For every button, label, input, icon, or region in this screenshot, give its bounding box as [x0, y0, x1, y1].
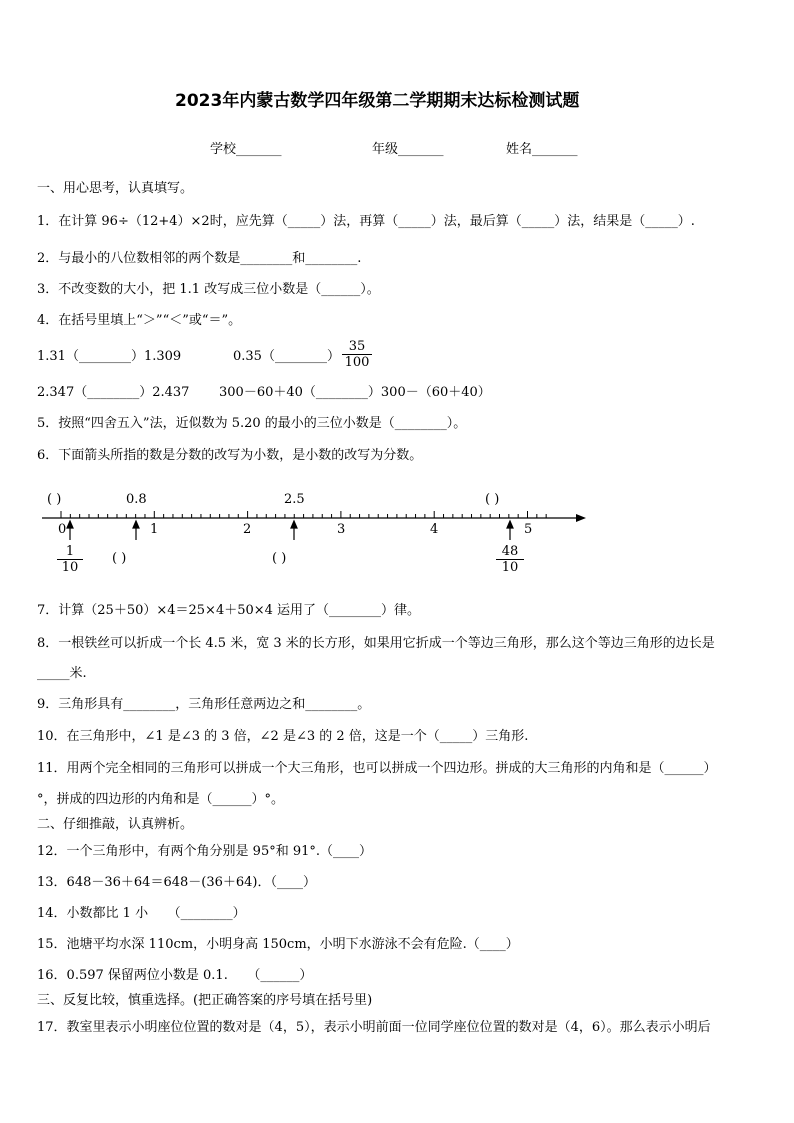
- numberline-top-label-2-5: 2.5: [284, 492, 305, 507]
- question-4: 4．在括号里填上“＞”“＜”或“＝”。: [37, 313, 242, 328]
- tick-label-4: 4: [430, 522, 439, 537]
- numberline-bottom-blank-2: ( ): [272, 551, 287, 566]
- question-4a: 1.31（________）1.309: [37, 349, 182, 364]
- tick-label-1: 1: [150, 522, 159, 537]
- question-12: 12．一个三角形中，有两个角分别是 95°和 91°.（____）: [37, 844, 373, 859]
- pointer-arrows: [67, 521, 513, 540]
- school-field: 学校_______: [210, 142, 282, 157]
- fraction-denominator: 10: [496, 559, 524, 575]
- question-11-line-1: 11．用两个完全相同的三角形可以拼成一个大三角形，也可以拼成一个四边形。拼成的大三角形的内角和是（______）: [37, 761, 717, 776]
- name-field: 姓名_______: [506, 142, 578, 157]
- question-5: 5．按照“四舍五入”法，近似数为 5.20 的最小的三位小数是（________）。: [37, 416, 467, 431]
- numberline-bottom-blank-1: ( ): [112, 551, 127, 566]
- fraction-numerator: 48: [501, 544, 519, 559]
- question-14: 14．小数都比 1 小 （________）: [37, 906, 246, 921]
- numberline-fraction-1-10: [57, 544, 83, 575]
- section-heading-3: 三、反复比较，慎重选择。(把正确答案的序号填在括号里): [37, 993, 373, 1008]
- number-line-arrowhead: [576, 514, 586, 522]
- fraction-numerator: 35: [348, 339, 366, 354]
- grade-field: 年级_______: [372, 142, 444, 157]
- question-16: 16．0.597 保留两位小数是 0.1. （______）: [37, 968, 313, 983]
- question-4c: 2.347（________）2.437: [37, 385, 190, 400]
- question-1: 1．在计算 96÷（12+4）×2时，应先算（_____）法，再算（_____）法，最后算（_____）法，结果是（_____）.: [37, 214, 695, 229]
- tick-label-0: 0: [58, 522, 67, 537]
- numberline-top-label-0-8: 0.8: [126, 492, 147, 507]
- question-11-line-2: °，拼成的四边形的内角和是（______）°。: [37, 792, 285, 807]
- question-15: 15．池塘平均水深 110cm，小明身高 150cm，小明下水游泳不会有危险.（____）: [37, 937, 519, 952]
- question-9: 9．三角形具有________，三角形任意两边之和________。: [37, 697, 371, 712]
- page-title: 2023年内蒙古数学四年级第二学期期末达标检测试题: [175, 91, 580, 111]
- question-8-line-2: _____米.: [37, 666, 87, 681]
- question-8-line-1: 8．一根铁丝可以折成一个长 4.5 米，宽 3 米的长方形，如果用它折成一个等边三角形，那么这个等边三角形的边长是: [37, 636, 715, 651]
- tick-label-3: 3: [337, 522, 346, 537]
- numberline-top-blank-1: ( ): [47, 492, 62, 507]
- small-ticks: [61, 511, 546, 518]
- question-4b: 0.35（________）: [233, 349, 340, 364]
- question-4d: 300－60＋40（________）300－（60＋40）: [219, 385, 491, 400]
- question-6: 6．下面箭头所指的数是分数的改写为小数，是小数的改写为分数。: [37, 448, 423, 463]
- section-heading-1: 一、用心思考，认真填写。: [37, 181, 194, 196]
- fraction-numerator: 1: [65, 544, 75, 559]
- question-13: 13．648－36＋64＝648－(36＋64)．（____）: [37, 875, 316, 890]
- fraction-denominator: 100: [342, 354, 372, 370]
- question-3: 3．不改变数的大小，把 1.1 改写成三位小数是（______）。: [37, 282, 380, 297]
- tick-label-2: 2: [243, 522, 252, 537]
- numberline-fraction-48-10: [496, 544, 524, 575]
- fraction-denominator: 10: [57, 559, 83, 575]
- section-heading-2: 二、仔细推敲，认真辨析。: [37, 817, 194, 832]
- numberline-top-blank-2: ( ): [485, 492, 500, 507]
- question-10: 10．在三角形中，∠1 是∠3 的 3 倍，∠2 是∠3 的 2 倍，这是一个（_____）三角形.: [37, 729, 529, 744]
- question-2: 2．与最小的八位数相邻的两个数是________和________.: [37, 251, 362, 266]
- tick-label-5: 5: [524, 522, 533, 537]
- question-17: 17．教室里表示小明座位位置的数对是（4，5），表示小明前面一位同学座位位置的数对是（4，6）。那么表示小明后: [37, 1020, 711, 1035]
- question-7: 7．计算（25＋50）×4＝25×4＋50×4 运用了（________）律。: [37, 603, 421, 618]
